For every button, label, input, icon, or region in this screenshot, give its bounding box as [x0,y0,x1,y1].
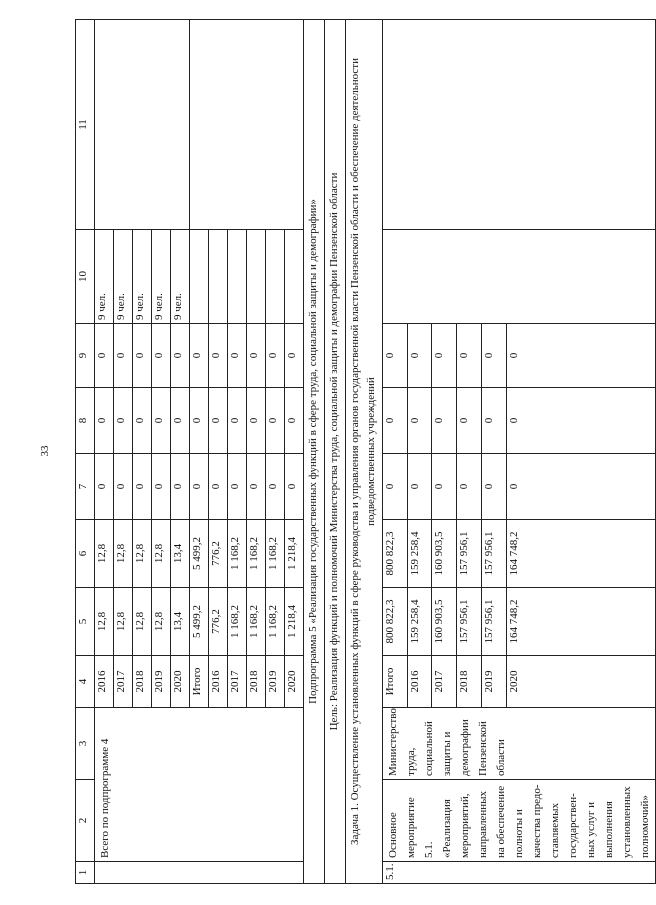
value-cell: 5 499,2 [190,520,209,588]
empty-cell [95,20,190,230]
indicator-cell: 9 чел. [152,230,171,324]
value-cell: 0 [228,388,247,454]
value-cell: 1 168,2 [228,520,247,588]
year-cell: 2018 [457,656,482,708]
indicator-cell [247,230,266,324]
year-cell: 2017 [228,656,247,708]
value-cell: 0 [228,324,247,388]
value-cell: 0 [432,388,457,454]
value-cell: 12,8 [114,520,133,588]
column-number: 3 [76,708,95,780]
value-cell: 160 903,5 [432,588,457,656]
indicator-cell [266,230,285,324]
value-cell: 0 [190,388,209,454]
value-cell: 0 [407,454,432,520]
value-cell: 0 [228,454,247,520]
value-cell: 0 [209,454,228,520]
value-cell: 1 168,2 [247,588,266,656]
indicator-cell: 9 чел. [171,230,190,324]
value-cell: 0 [114,388,133,454]
year-cell: 2019 [266,656,285,708]
value-cell: 800 822,3 [383,588,408,656]
indicator-cell [190,230,209,324]
value-cell: 0 [95,388,114,454]
indicator-cell: 9 чел. [114,230,133,324]
indicator-cell: 9 чел. [95,230,114,324]
value-cell: 1 218,4 [285,520,304,588]
banner-row [325,20,346,884]
value-cell: 0 [506,454,655,520]
banner-row [304,20,325,884]
value-cell: 776,2 [209,520,228,588]
value-cell: 157 956,1 [481,520,506,588]
value-cell: 1 168,2 [247,520,266,588]
value-cell: 0 [171,388,190,454]
activity-executor: Министерство труда, социальной защиты и демографии Пензенской области [383,708,656,780]
value-cell: 0 [506,324,655,388]
empty-cell [383,230,656,324]
activity-number: 5.1. [383,862,656,884]
value-cell: 159 258,4 [407,588,432,656]
value-cell: 0 [481,324,506,388]
column-number: 2 [76,780,95,862]
year-cell: 2018 [247,656,266,708]
value-cell: 1 168,2 [266,520,285,588]
value-cell: 0 [209,324,228,388]
column-number: 1 [76,862,95,884]
value-cell: 0 [152,454,171,520]
total-label: Всего по подпрограмме 4 [95,708,304,862]
indicator-cell [285,230,304,324]
year-cell: 2018 [133,656,152,708]
year-cell: 2017 [432,656,457,708]
task-heading: Задача 1. Осуществление установленных функций в сфере руководства и управления органов государственной власти Пензенской области и обеспечение деятельности подведомственных учреждений [346,20,383,884]
column-number: 9 [76,324,95,388]
empty-cell [383,20,656,230]
indicator-cell: 9 чел. [133,230,152,324]
value-cell: 0 [152,324,171,388]
banner-row [346,20,383,884]
column-number: 11 [76,20,95,230]
value-cell: 157 956,1 [481,588,506,656]
value-cell: 0 [407,324,432,388]
value-cell: 0 [266,388,285,454]
goal-heading: Цель: Реализация функций и полномочий Министерства труда, социальной защиты и демографии Пензенской области [325,20,346,884]
value-cell: 0 [457,454,482,520]
year-cell: 2020 [171,656,190,708]
value-cell: 0 [190,324,209,388]
value-cell: 1 218,4 [285,588,304,656]
value-cell: 0 [432,324,457,388]
subprogram-heading: Подпрограмма 5 «Реализация государственных функций в сфере труда, социальной защиты и демографии» [304,20,325,884]
value-cell: 0 [266,324,285,388]
value-cell: 13,4 [171,588,190,656]
value-cell: 0 [171,324,190,388]
year-cell: Итого [190,656,209,708]
value-cell: 12,8 [95,588,114,656]
year-cell: 2016 [209,656,228,708]
value-cell: 0 [407,388,432,454]
column-number: 6 [76,520,95,588]
value-cell: 0 [247,324,266,388]
column-number: 8 [76,388,95,454]
column-number: 10 [76,230,95,324]
value-cell: 0 [383,454,408,520]
value-cell: 12,8 [114,588,133,656]
empty-cell [190,20,304,230]
value-cell: 0 [285,454,304,520]
value-cell: 0 [114,324,133,388]
value-cell: 157 956,1 [457,588,482,656]
value-cell: 0 [133,388,152,454]
year-cell: 2019 [152,656,171,708]
table-row [383,20,408,884]
value-cell: 0 [481,454,506,520]
value-cell: 12,8 [152,520,171,588]
landscape-sheet [75,20,651,884]
page-number: 33 [39,445,51,457]
value-cell: 5 499,2 [190,588,209,656]
year-cell: 2016 [95,656,114,708]
value-cell: 0 [481,388,506,454]
value-cell: 0 [114,454,133,520]
value-cell: 0 [133,324,152,388]
value-cell: 0 [285,324,304,388]
value-cell: 12,8 [133,520,152,588]
activity-name: Основное мероприятие 5.1. «Реализация мероприятий, направленных на обеспечение полноты и качества предо-ставляемых государствен-ных услуг и выполнения установленных полномочий» [383,780,656,862]
value-cell: 0 [457,324,482,388]
value-cell: 800 822,3 [383,520,408,588]
value-cell: 0 [432,454,457,520]
indicator-cell [209,230,228,324]
value-cell: 164 748,2 [506,520,655,588]
year-cell: 2016 [407,656,432,708]
value-cell: 160 903,5 [432,520,457,588]
value-cell: 0 [383,324,408,388]
value-cell: 0 [457,388,482,454]
value-cell: 1 168,2 [228,588,247,656]
column-number: 4 [76,656,95,708]
value-cell: 0 [506,388,655,454]
value-cell: 0 [95,454,114,520]
table-body [76,20,656,884]
value-cell: 0 [266,454,285,520]
empty-cell [95,862,304,884]
year-cell: 2017 [114,656,133,708]
year-cell: 2020 [506,656,655,708]
value-cell: 12,8 [95,520,114,588]
value-cell: 0 [247,388,266,454]
value-cell: 164 748,2 [506,588,655,656]
value-cell: 12,8 [133,588,152,656]
year-cell: 2020 [285,656,304,708]
value-cell: 0 [95,324,114,388]
value-cell: 0 [247,454,266,520]
value-cell: 0 [190,454,209,520]
value-cell: 776,2 [209,588,228,656]
rotated-table-container [75,20,651,884]
indicator-cell [228,230,247,324]
value-cell: 157 956,1 [457,520,482,588]
value-cell: 0 [383,388,408,454]
column-number-row [76,20,95,884]
year-cell: 2019 [481,656,506,708]
value-cell: 159 258,4 [407,520,432,588]
column-number: 7 [76,454,95,520]
value-cell: 0 [171,454,190,520]
value-cell: 0 [133,454,152,520]
value-cell: 13,4 [171,520,190,588]
value-cell: 12,8 [152,588,171,656]
value-cell: 0 [209,388,228,454]
program-table [75,19,656,884]
table-row [95,20,114,884]
value-cell: 1 168,2 [266,588,285,656]
year-cell: Итого [383,656,408,708]
value-cell: 0 [285,388,304,454]
value-cell: 0 [152,388,171,454]
column-number: 5 [76,588,95,656]
